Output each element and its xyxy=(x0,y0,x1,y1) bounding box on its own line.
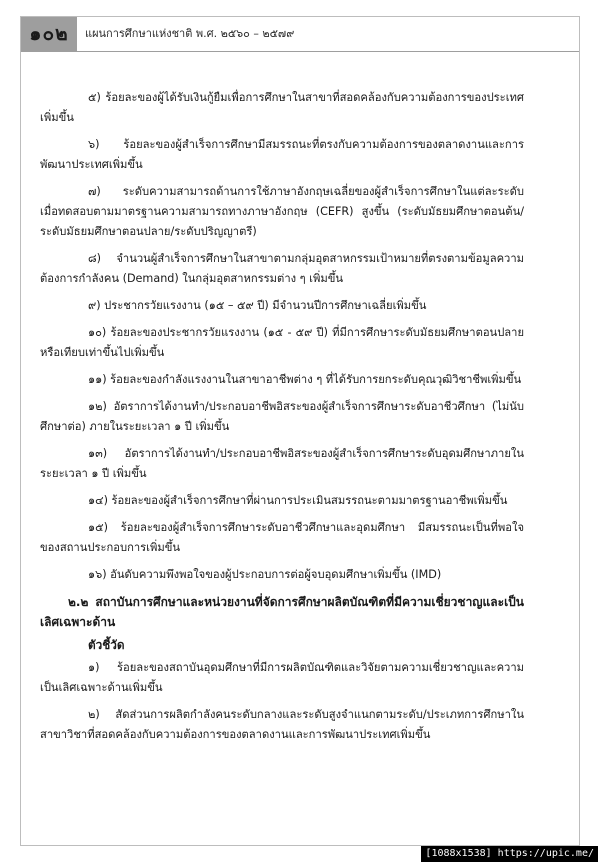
page-header xyxy=(21,17,579,52)
indicator-item: ๑๐) ร้อยละของประชากรวัยแรงงาน (๑๕ - ๕๙ ปี) ที่มีการศึกษาระดับมัธยมศึกษาตอนปลายหรือเทียบเท่าขึ้นไปเพิ่มขึ้น xyxy=(40,326,524,359)
indicator-item: ๘) จำนวนผู้สำเร็จการศึกษาในสาขาตามกลุ่มอุตสาหกรรมเป้าหมายที่ตรงตามข้อมูลความต้องการกำลังคน (Demand) ในกลุ่มอุตสาหกรรมต่าง ๆ เพิ่มขึ้น xyxy=(40,252,524,285)
page-body xyxy=(40,88,524,752)
indicator-item: ๑๖) อันดับความพึงพอใจของผู้ประกอบการต่อผู้จบอุดมศึกษาเพิ่มขึ้น (IMD) xyxy=(88,568,442,581)
image-watermark: [1088x1538] https://upic.me/ xyxy=(421,846,598,862)
page-number: ๑๐๒ xyxy=(21,17,77,51)
indicators-label: ตัวชี้วัด xyxy=(88,638,125,652)
indicator-item: ๙) ประชากรวัยแรงงาน (๑๕ – ๕๙ ปี) มีจำนวนปีการศึกษาเฉลี่ยเพิ่มขึ้น xyxy=(88,299,427,312)
indicator-item: ๑๕) ร้อยละของผู้สำเร็จการศึกษาระดับอาชีวศึกษาและอุดมศึกษา มีสมรรถนะเป็นที่พอใจของสถานประกอบการเพิ่มขึ้น xyxy=(40,521,524,554)
running-title: แผนการศึกษาแห่งชาติ พ.ศ. ๒๕๖๐ – ๒๕๗๙ xyxy=(85,27,295,40)
indicator-item: ๖) ร้อยละของผู้สำเร็จการศึกษามีสมรรถนะที่ตรงกับความต้องการของตลาดงานและการพัฒนาประเทศเพิ่มขึ้น xyxy=(40,138,524,171)
indicator-item: ๑๒) อัตราการได้งานทำ/ประกอบอาชีพอิสระของผู้สำเร็จการศึกษาระดับอาชีวศึกษา (ไม่นับศึกษาต่อ) ภายในระยะเวลา ๑ ปี เพิ่มขึ้น xyxy=(40,400,524,433)
indicator-item: ๑) ร้อยละของสถาบันอุดมศึกษาที่มีการผลิตบัณฑิตและวิจัยตามความเชี่ยวชาญและความเป็นเลิศเฉพาะด้านเพิ่มขึ้น xyxy=(40,661,524,694)
indicator-item: ๒) สัดส่วนการผลิตกำลังคนระดับกลางและระดับสูงจำแนกตามระดับ/ประเภทการศึกษาในสาขาวิชาที่สอดคล้องกับความต้องการของตลาดงานและการพัฒนาประเทศเพิ่มขึ้น xyxy=(40,708,524,741)
indicator-item: ๕) ร้อยละของผู้ได้รับเงินกู้ยืมเพื่อการศึกษาในสาขาที่สอดคล้องกับความต้องการของประเทศเพิ่มขึ้น xyxy=(40,91,524,124)
indicator-item: ๑๓) อัตราการได้งานทำ/ประกอบอาชีพอิสระของผู้สำเร็จการศึกษาระดับอุดมศึกษาภายในระยะเวลา ๑ ปี เพิ่มขึ้น xyxy=(40,447,524,480)
indicator-item: ๑๑) ร้อยละของกำลังแรงงานในสาขาอาชีพต่าง ๆ ที่ได้รับการยกระดับคุณวุฒิวิชาชีพเพิ่มขึ้น xyxy=(88,373,522,386)
indicator-item: ๑๔) ร้อยละของผู้สำเร็จการศึกษาที่ผ่านการประเมินสมรรถนะตามมาตรฐานอาชีพเพิ่มขึ้น xyxy=(88,494,508,507)
section-heading: ๒.๒ สถาบันการศึกษาและหน่วยงานที่จัดการศึกษาผลิตบัณฑิตที่มีความเชี่ยวชาญและเป็นเลิศเฉพาะด้าน xyxy=(40,595,524,629)
indicator-item: ๗) ระดับความสามารถด้านการใช้ภาษาอังกฤษเฉลี่ยของผู้สำเร็จการศึกษาในแต่ละระดับ เมื่อทดสอบตามมาตรฐานความสามารถทางภาษาอังกฤษ (CEFR) สูงขึ้น (ระดับมัธยมศึกษาตอนต้น/ระดับมัธยมศึกษาตอนปลาย/ระดับปริญญาตรี) xyxy=(40,185,524,238)
